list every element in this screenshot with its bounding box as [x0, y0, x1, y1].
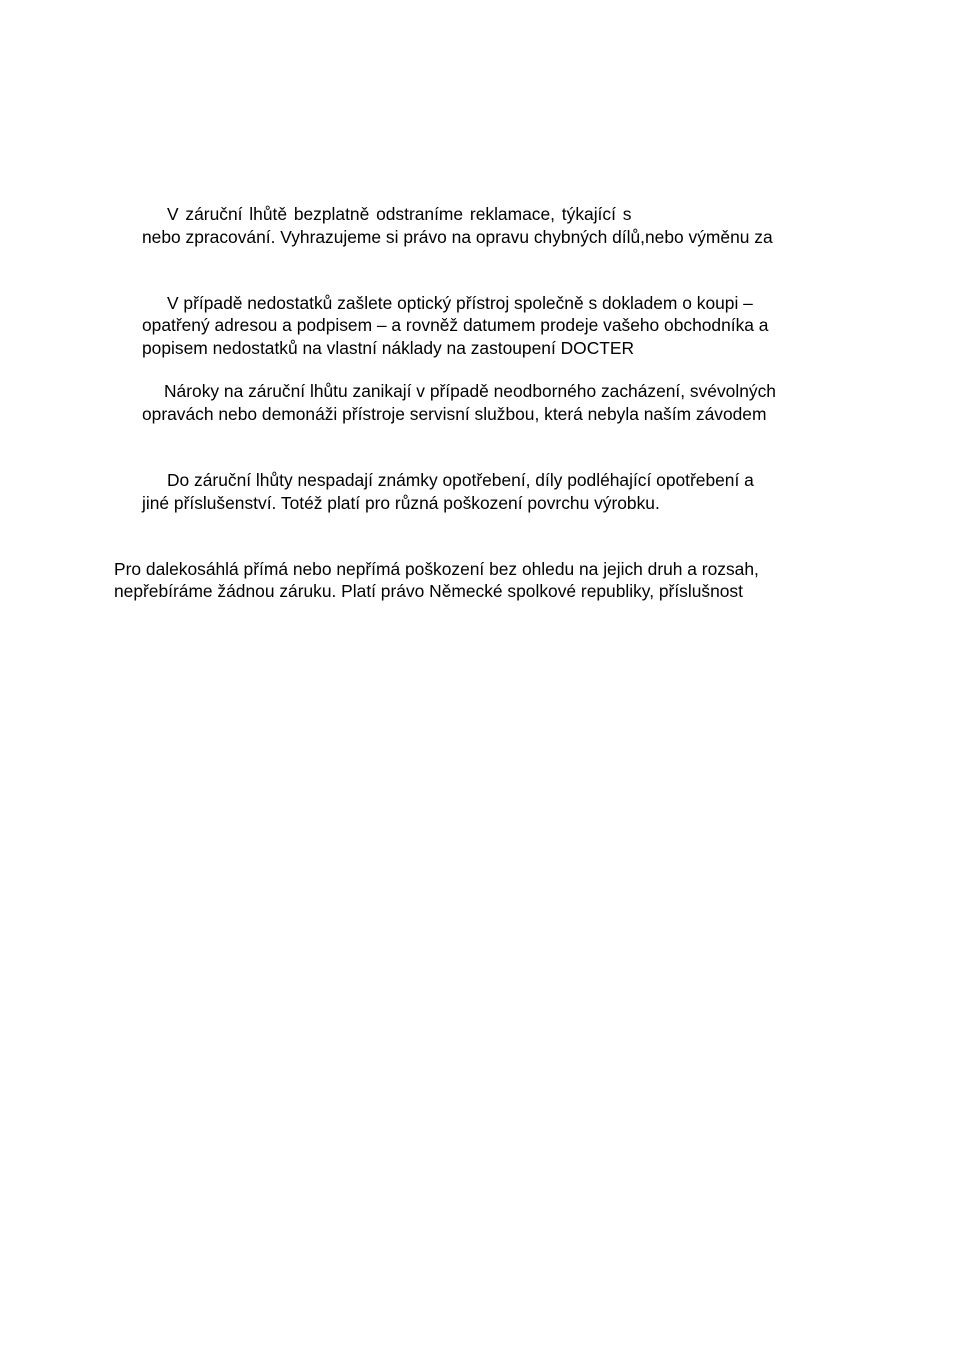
- paragraph-line: jiné příslušenství. Totéž platí pro různá poškození povrchu výrobku.: [142, 493, 660, 513]
- paragraph-line: popisem nedostatků na vlastní náklady na zastoupení DOCTER: [142, 338, 635, 358]
- paragraph-line: nebo zpracování. Vyhrazujeme si právo na opravu chybných dílů,nebo výměnu za: [142, 227, 773, 247]
- paragraph-line: nepřebíráme žádnou záruku. Platí právo Německé spolkové republiky, příslušnost: [114, 581, 743, 601]
- paragraph-line: Nároky na záruční lhůtu zanikají v případě neodborného zacházení, svévolných: [164, 381, 776, 401]
- paragraph-line: V záruční lhůtě bezplatně odstraníme reklamace, týkající s: [167, 204, 632, 224]
- paragraph-line: V případě nedostatků zašlete optický přístroj společně s dokladem o koupi –: [167, 293, 753, 313]
- paragraph-line: Do záruční lhůty nespadají známky opotřebení, díly podléhající opotřebení a: [167, 470, 754, 490]
- paragraph-line: opravách nebo demonáži přístroje servisní službou, která nebyla naším závodem: [142, 404, 767, 424]
- paragraph-line: Pro dalekosáhlá přímá nebo nepřímá poškození bez ohledu na jejich druh a rozsah,: [114, 559, 759, 579]
- paragraph-line: opatřený adresou a podpisem – a rovněž datumem prodeje vašeho obchodníka a: [142, 315, 769, 335]
